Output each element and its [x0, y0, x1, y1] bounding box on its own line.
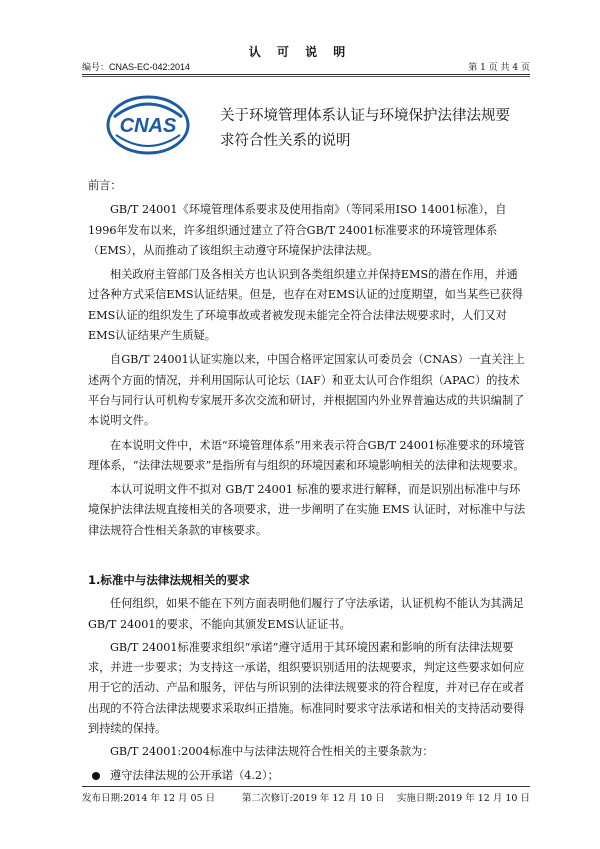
footer-rule [82, 786, 530, 787]
revision-date: 第二次修订:2019 年 12 月 10 日 [242, 793, 385, 804]
title-line-1: 关于环境管理体系认证与环境保护法律法规要 [220, 108, 510, 124]
effective-date: 实施日期:2019 年 12 月 10 日 [396, 793, 530, 804]
logo-text: CNAS [119, 115, 177, 137]
preface-section [88, 176, 528, 541]
page-header-title: 认 可 说 明 [248, 45, 352, 59]
page-info: 第 1 页 共 4 页 [468, 63, 530, 73]
section-1-paragraph-2: GB/T 24001标准要求组织“承诺”遵守适用于其环境因素和影响的所有法律法规要求，并进一步要求；为支持这一承诺，组织要识别适用的法规要求，判定这些要求如何应用于它的活动、产品和服务，评估与所识别的法律法规要求的符合程度，并对已存在或者出现的不符合法律法规要求采取纠正措施。标准同时要求守法承诺和相关的支持活动要得到持续的保持。 [88, 640, 525, 736]
title-line-2: 求符合性关系的说明 [220, 133, 351, 149]
preface-paragraph-2: 相关政府主管部门及各相关方也认识到各类组织建立并保持EMS的潜在作用，并通过各种方式采信EMS认证结果。但是，也存在对EMS认证的过度期望，如当某些已获得EMS认证的组织发生了环境事故或者被发现未能完全符合法律法规要求时，人们又对EMS认证结果产生质疑。 [88, 268, 523, 343]
document-title [220, 104, 540, 154]
document-number: 编号：CNAS-EC-042:2014 [82, 62, 191, 72]
header-rule [82, 74, 530, 75]
preface-paragraph-4: 在本说明文件中，术语“环境管理体系”用来表示符合GB/T 24001标准要求的环境管理体系，“法律法规要求”是指所有与组织的环境因素和环境影响相关的法律和法规要求。 [88, 438, 525, 472]
section-1-paragraph-1: 任何组织，如果不能在下列方面表明他们履行了守法承诺，认证机构不能认为其满足GB/T 24001的要求，不能向其颁发EMS认证证书。 [88, 597, 524, 631]
header-rule-thin [82, 76, 530, 77]
list-item [88, 766, 528, 786]
preface-label: 前言： [88, 179, 122, 192]
preface-paragraph-5: 本认可说明文件不拟对 GB/T 24001 标准的要求进行解释，而是识别出标准中与环境保护法律法规直接相关的各项要求，进一步阐明了在实施 EMS 认证时，对标准中与法律法规符合性相关条款的审核要求。 [88, 483, 526, 537]
preface-paragraph-3: 自GB/T 24001认证实施以来，中国合格评定国家认可委员会（CNAS）一直关注上述两个方面的情况，并利用国际认可论坛（IAF）和亚太认可合作组织（APAC）的技术平台与同行认可机构专家展开多次交流和研讨，并根据国内外业界普遍达成的共识编制了本说明文件。 [88, 353, 525, 428]
list-item-text: 遵守法律法规的公开承诺（4.2）； [110, 768, 279, 782]
cnas-logo-icon [106, 95, 190, 155]
section-1-paragraph-3: GB/T 24001:2004标准中与法律法规符合性相关的主要条款为： [110, 745, 434, 759]
preface-paragraph-1: GB/T 24001《环境管理体系要求及使用指南》（等同采用ISO 14001标准），自1996年发布以来，许多组织通过建立了符合GB/T 24001标准要求的环境管理体系（EMS），从而推动了该组织主动遵守环境保护法律法规。 [88, 203, 507, 257]
section-1 [88, 570, 528, 786]
bullet-icon [92, 772, 100, 780]
section-1-heading: 1.标准中与法律法规相关的要求 [88, 573, 250, 587]
publish-date: 发布日期:2014 年 12 月 05 日 [82, 793, 216, 804]
